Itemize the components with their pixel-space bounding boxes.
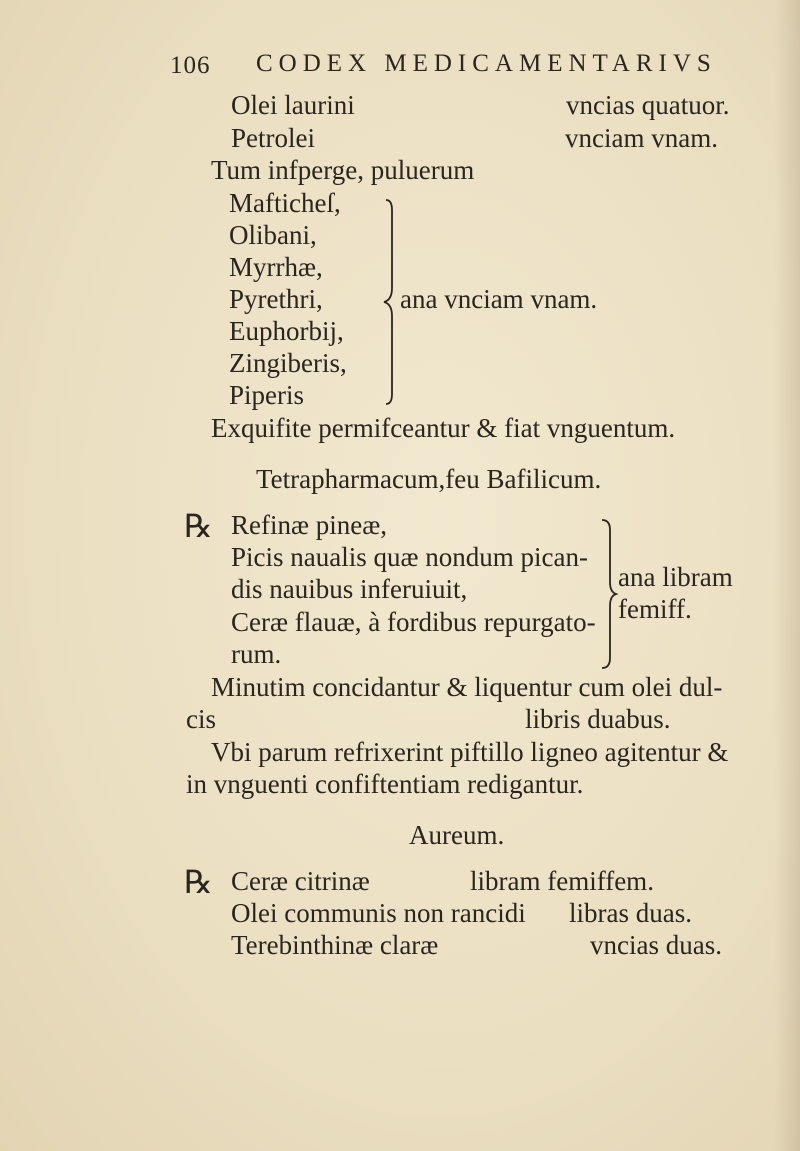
recipe-item: Refinæ pineæ, [231,510,387,540]
section-title: Tetrapharmacum,feu Bafilicum. [256,464,602,494]
ingredient-line: Zingiberis, [229,348,347,378]
recipe-amount: libram femiffem. [470,866,654,896]
text-line: Tum infperge, puluerum [211,155,475,185]
text-line: vnciam vnam. [565,123,718,153]
ingredient-line: Piperis [229,380,305,410]
ingredient-line: Mafticheſ, [229,188,341,218]
curly-brace [600,518,618,670]
recipe-symbol: ℞ [184,507,213,545]
text-line: cis [186,704,216,734]
text-line: vncias quatuor. [566,90,730,120]
text-line: libris duabus. [525,704,671,734]
text-line: Exquifite permifceantur & fiat vnguentum. [211,413,676,443]
text-line: Minutim concidantur & liquentur cum olei dul- [211,672,723,702]
recipe-item: dis nauibus inferuiuit, [231,574,468,604]
ana-instruction: femiff. [618,594,692,624]
ana-instruction: ana libram [618,562,733,592]
recipe-item: Ceræ citrinæ [231,866,370,896]
section-title: Aureum. [409,820,505,850]
recipe-item: Terebinthinæ claræ [231,930,439,960]
ingredient-line: Myrrhæ, [229,252,323,282]
text-line: Olei laurini [231,90,355,120]
ingredient-line: Euphorbij, [229,316,344,346]
text-line: Vbi parum refrixerint piftillo ligneo agitentur & [211,737,729,767]
page-number: 106 [170,52,211,79]
recipe-item: Olei communis non rancidi [231,898,526,928]
ingredient-line: Olibani, [229,220,317,250]
ingredient-line: Pyrethri, [229,284,323,314]
ana-instruction: ana vnciam vnam. [400,284,598,314]
curly-brace [380,196,400,408]
recipe-symbol: ℞ [184,863,213,901]
recipe-amount: libras duas. [569,898,692,928]
recipe-item: Picis naualis quæ nondum pican- [231,542,588,572]
running-head-title: CODEX MEDICAMENTARIVS [256,50,717,77]
text-line: Petrolei [231,123,315,153]
page-edge-shadow [774,0,800,1151]
recipe-item: rum. [231,639,282,669]
text-line: in vnguenti confiftentiam redigantur. [186,769,584,799]
recipe-item: Ceræ flauæ, à fordibus repurgato- [231,607,596,637]
recipe-amount: vncias duas. [590,930,722,960]
